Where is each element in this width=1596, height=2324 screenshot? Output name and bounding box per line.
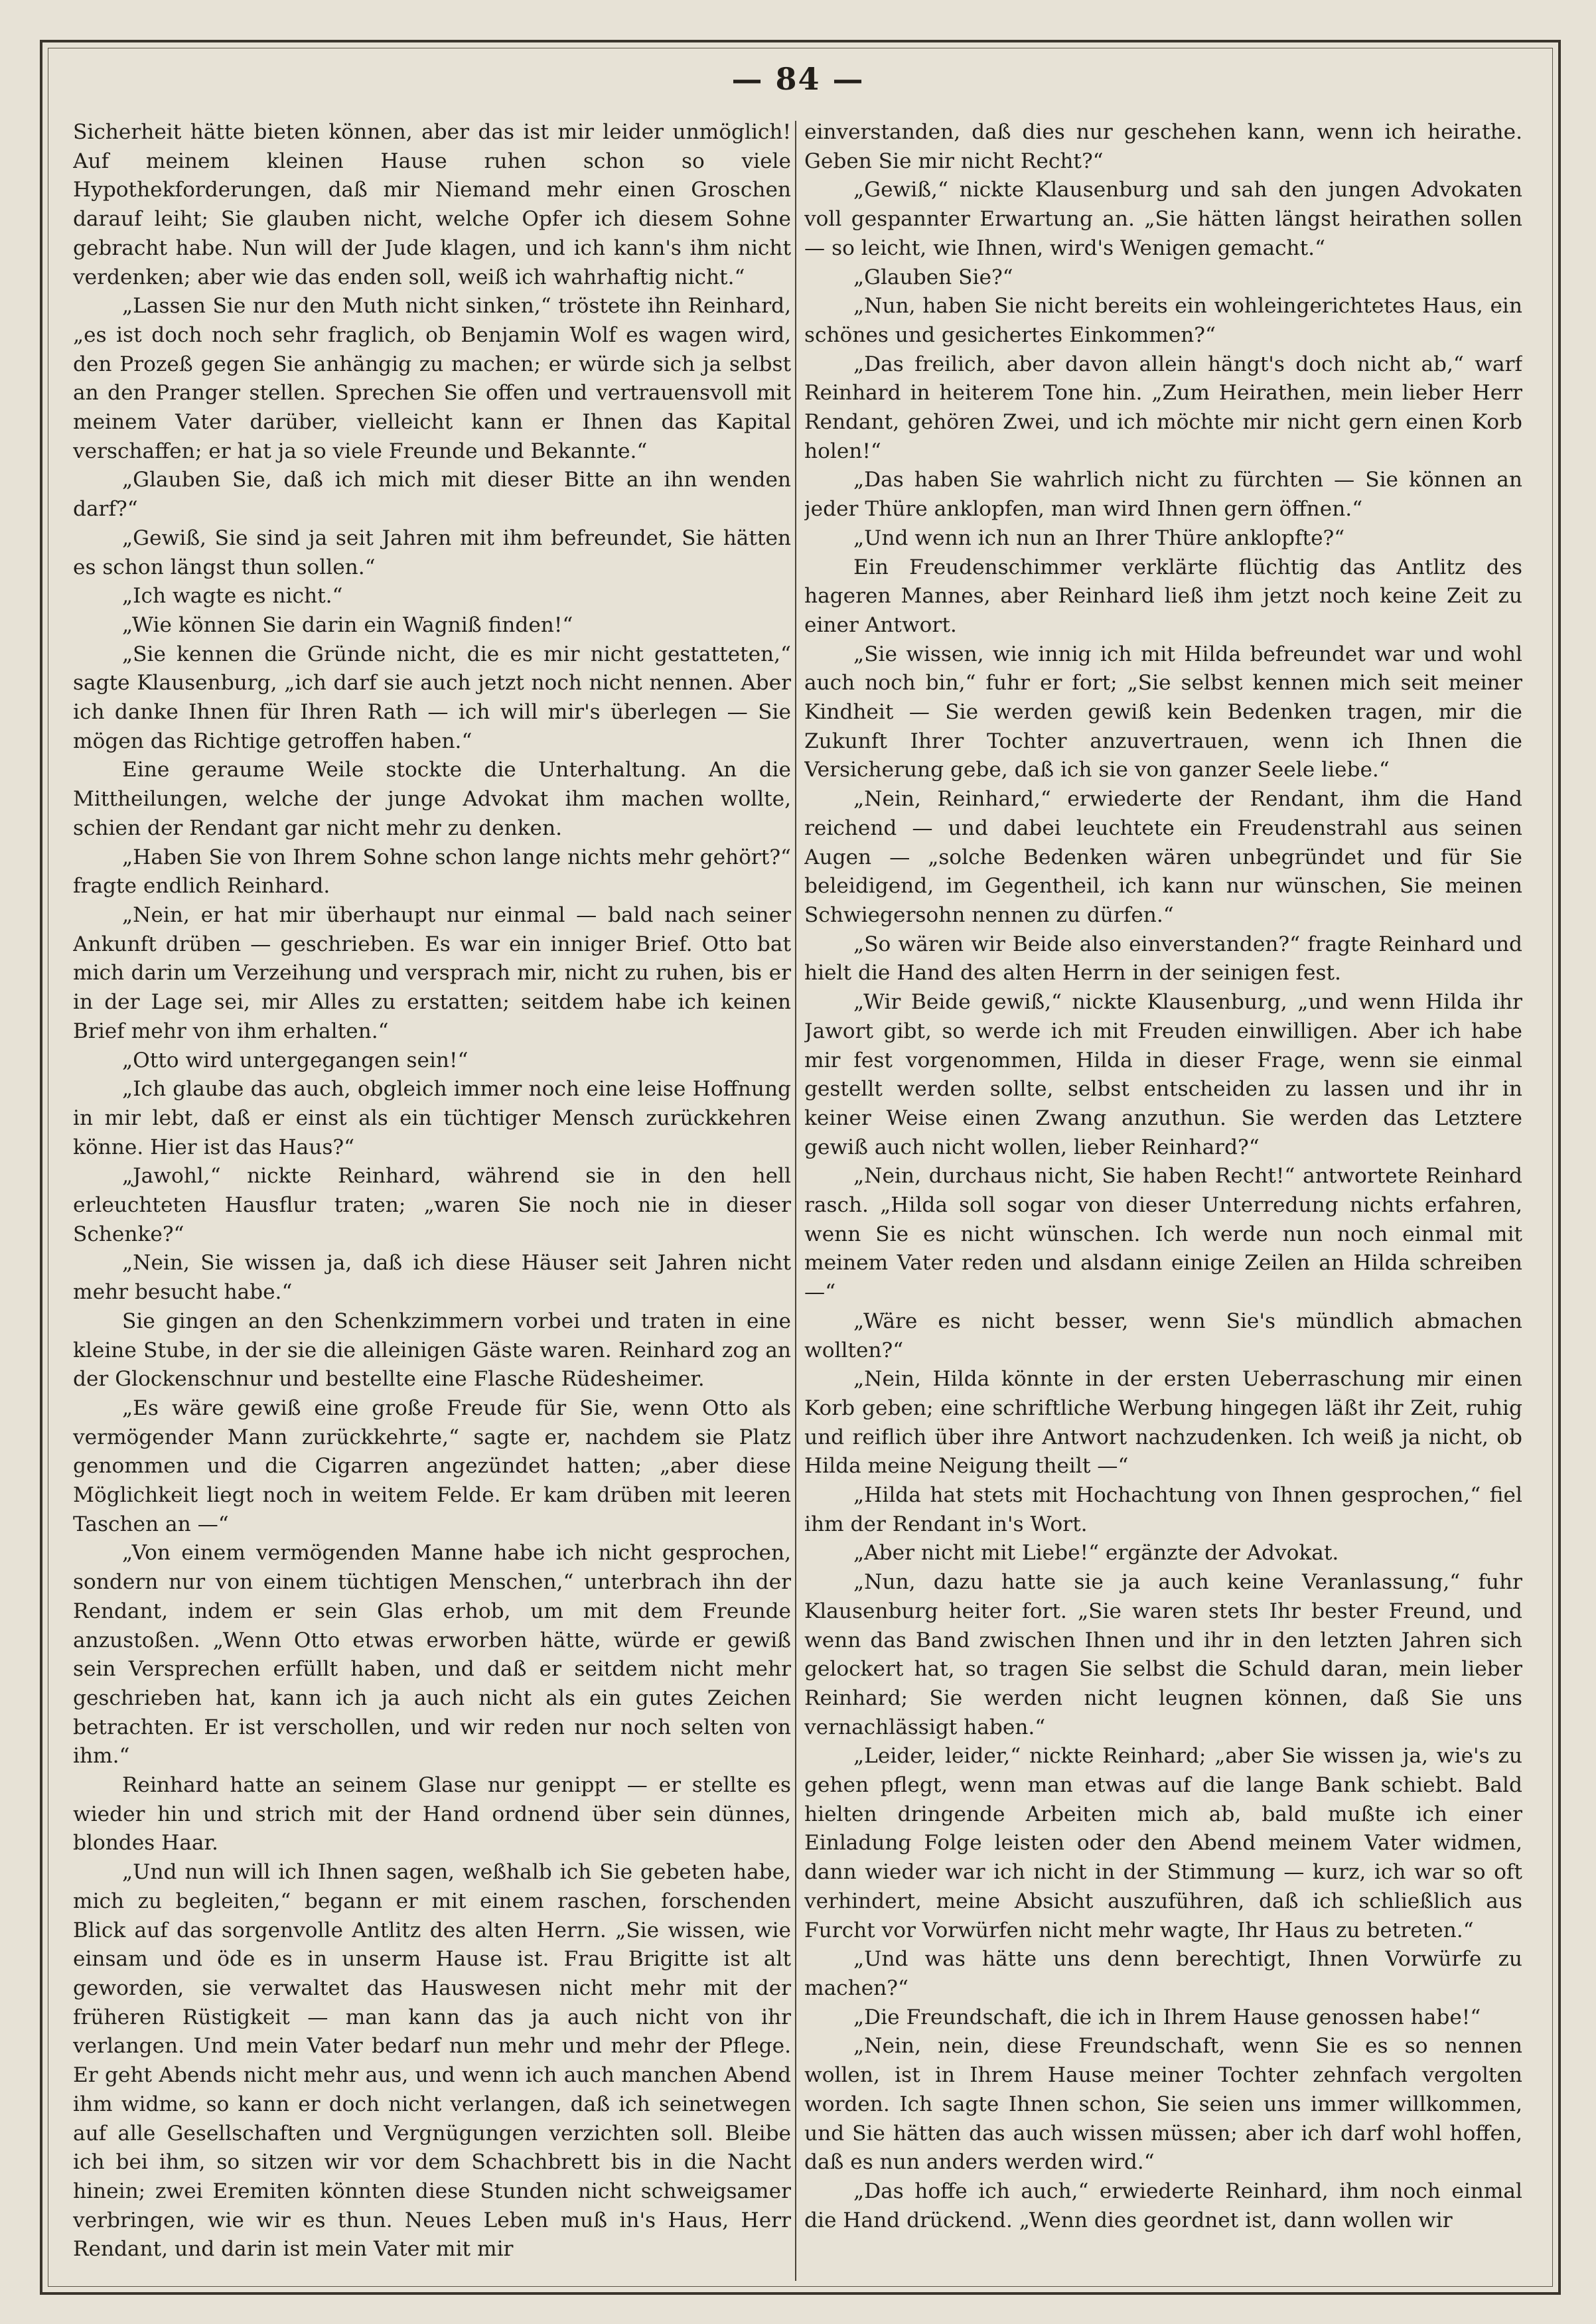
paragraph: „Wie können Sie darin ein Wagniß finden!“ <box>122 613 573 637</box>
column-divider <box>795 121 796 2281</box>
paragraph: „Das hoffe ich auch,“ erwiederte Reinhard, ihm noch einmal die Hand drückend. „Wenn dies geordnet ist, dann wollen wir <box>804 2179 1522 2232</box>
page-number: — 84 — <box>731 61 865 97</box>
paragraph: „Gewiß,“ nickte Klausenburg und sah den jungen Advokaten voll gespannter Erwartung an. „Sie hätten längst heirathen sollen — so leicht, wie Ihnen, wird's Wenigen gemacht.“ <box>804 178 1522 260</box>
paragraph: „Ich glaube das auch, obgleich immer noch eine leise Hoffnung in mir lebt, daß er einst als ein tüchtiger Mensch zurückkehren könne. Hier ist das Haus?“ <box>73 1077 791 1159</box>
paragraph: „Hilda hat stets mit Hochachtung von Ihnen gesprochen,“ fiel ihm der Rendant in's Wort. <box>804 1483 1522 1536</box>
paragraph: „Das freilich, aber davon allein hängt's doch nicht ab,“ warf Reinhard in heiterem Tone hin. „Zum Heirathen, mein lieber Herr Rendant, gehören Zwei, und ich möchte mir nicht gern einen Korb holen!“ <box>804 352 1522 463</box>
paragraph: Sie gingen an den Schenkzimmern vorbei und traten in eine kleine Stube, in der sie die alleinigen Gäste waren. Reinhard zog an der Glockenschnur und bestellte eine Flasche Rüdesheimer. <box>73 1309 791 1392</box>
paragraph: „Die Freundschaft, die ich in Ihrem Hause genossen habe!“ <box>853 2005 1481 2029</box>
paragraph: „Und nun will ich Ihnen sagen, weßhalb ich Sie gebeten habe, mich zu begleiten,“ begann er mit einem raschen, forschenden Blick auf das sorgenvolle Antlitz des alten Herrn. „Sie wissen, wie einsam und öde es in unserm Hause ist. Frau Brigitte ist alt geworden, sie verwaltet das Hauswesen nicht mehr mit der früheren Rüstigkeit — man kann das ja auch nicht von ihr verlangen. Und mein Vater bedarf nun mehr und mehr der Pflege. Er geht Abends nicht mehr aus, und wenn ich auch manchen Abend ihm widme, so kann er doch nicht verlangen, daß ich seinetwegen auf alle Gesellschaften und Vergnügungen verzichten soll. Bleibe ich bei ihm, so sitzen wir vor dem Schachbrett bis in die Nacht hinein; zwei Eremiten könnten diese Stunden nicht schweigsamer verbringen, wie wir es thun. Neues Leben muß in's Haus, Herr Rendant, und darin ist mein Vater mit mir <box>73 1860 791 2262</box>
paragraph: „Glauben Sie?“ <box>853 265 1013 289</box>
paragraph: „Leider, leider,“ nickte Reinhard; „aber Sie wissen ja, wie's zu gehen pflegt, wenn man etwas auf die lange Bank schiebt. Bald hielten dringende Arbeiten mich ab, bald mußte ich einer Einladung Folge leisten oder den Abend meinem Vater widmen, dann wieder war ich nicht in der Stimmung — kurz, ich war so oft verhindert, meine Absicht auszuführen, daß ich schließlich aus Furcht vor Vorwürfen nicht mehr wagte, Ihr Haus zu betreten.“ <box>804 1744 1522 1942</box>
paragraph: Reinhard hatte an seinem Glase nur genippt — er stellte es wieder hin und strich mit der Hand ordnend über sein dünnes, blondes Haar. <box>73 1773 791 1855</box>
paragraph: „Wir Beide gewiß,“ nickte Klausenburg, „und wenn Hilda ihr Jawort gibt, so werde ich mit Freuden einwilligen. Aber ich habe mir fest vorgenommen, Hilda in dieser Frage, wenn sie einmal gestellt werden sollte, selbst entscheiden zu lassen und ihr in keiner Weise einen Zwang anzuthun. Sie werden das Letztere gewiß auch nicht wollen, lieber Reinhard?“ <box>804 990 1522 1159</box>
left-column <box>73 118 791 2282</box>
paragraph: einverstanden, daß dies nur geschehen kann, wenn ich heirathe. Geben Sie mir nicht Recht?“ <box>804 120 1522 173</box>
paragraph: „Von einem vermögenden Manne habe ich nicht gesprochen, sondern nur von einem tüchtigen Menschen,“ unterbrach ihn der Rendant, indem er sein Glas erhob, um mit dem Freunde anzustoßen. „Wenn Otto etwas erworben hätte, würde er gewiß sein Versprechen erfüllt haben, und daß er seitdem nicht mehr geschrieben hat, kann ich ja auch nicht als ein gutes Zeichen betrachten. Er ist verschollen, und wir reden nur noch selten von ihm.“ <box>73 1541 791 1769</box>
paragraph: Ein Freudenschimmer verklärte flüchtig das Antlitz des hageren Mannes, aber Reinhard ließ ihm jetzt noch keine Zeit zu einer Antwort. <box>804 555 1522 637</box>
paragraph: „Es wäre gewiß eine große Freude für Sie, wenn Otto als vermögender Mann zurückkehrte,“ sagte er, nachdem sie Platz genommen und die Cigarren angezündet hatten; „aber diese Möglichkeit liegt noch in weitem Felde. Er kam drüben mit leeren Taschen an —“ <box>73 1396 791 1536</box>
paragraph: „Nein, er hat mir überhaupt nur einmal — bald nach seiner Ankunft drüben — geschrieben. Es war ein inniger Brief. Otto bat mich darin um Verzeihung und versprach mir, nicht zu ruhen, bis er in der Lage sei, mir Alles zu erstatten; seitdem habe ich keinen Brief mehr von ihm erhalten.“ <box>73 903 791 1043</box>
paragraph: „Und wenn ich nun an Ihrer Thüre anklopfte?“ <box>853 526 1345 550</box>
paragraph: „Lassen Sie nur den Muth nicht sinken,“ tröstete ihn Reinhard, „es ist doch noch sehr fraglich, ob Benjamin Wolf es wagen wird, den Prozeß gegen Sie anhängig zu machen; er würde sich ja selbst an den Pranger stellen. Sprechen Sie offen und vertrauensvoll mit meinem Vater darüber, vielleicht kann er Ihnen das Kapital verschaffen; er hat ja so viele Freunde und Bekannte.“ <box>73 294 791 463</box>
paragraph: „Nein, Sie wissen ja, daß ich diese Häuser seit Jahren nicht mehr besucht habe.“ <box>73 1251 791 1305</box>
paragraph: „Otto wird untergegangen sein!“ <box>122 1048 469 1072</box>
paragraph: „Nein, nein, diese Freundschaft, wenn Sie es so nennen wollen, ist in Ihrem Hause meiner Tochter zehnfach vergolten worden. Ich sagte Ihnen schon, Sie seien uns immer willkommen, und Sie hätten das auch wissen müssen; aber ich darf wohl hoffen, daß es nun anders werden wird.“ <box>804 2034 1522 2175</box>
paragraph: Sicherheit hätte bieten können, aber das ist mir leider unmöglich! Auf meinem kleinen Hause ruhen schon so viele Hypothekforderungen, daß mir Niemand mehr einen Groschen darauf leiht; Sie glauben nicht, welche Opfer ich diesem Sohne gebracht habe. Nun will der Jude klagen, und ich kann's ihm nicht verdenken; aber wie das enden soll, weiß ich wahrhaftig nicht.“ <box>73 120 791 289</box>
paragraph: „Aber nicht mit Liebe!“ ergänzte der Advokat. <box>853 1541 1339 1565</box>
paragraph: „Nein, Hilda könnte in der ersten Ueberraschung mir einen Korb geben; eine schriftliche Werbung hingegen läßt ihr Zeit, ruhig und reiflich über ihre Antwort nachzudenken. Ich weiß ja nicht, ob Hilda meine Neigung theilt —“ <box>804 1367 1522 1479</box>
right-column <box>804 118 1522 2282</box>
paragraph: „Ich wagte es nicht.“ <box>122 584 343 609</box>
paragraph: „Und was hätte uns denn berechtigt, Ihnen Vorwürfe zu machen?“ <box>804 1947 1522 2000</box>
paragraph: „Nein, durchaus nicht, Sie haben Recht!“ antwortete Reinhard rasch. „Hilda soll sogar von dieser Unterredung nichts erfahren, wenn Sie es nicht wünschen. Ich werde nun noch einmal mit meinem Vater reden und alsdann einige Zeilen an Hilda schreiben —“ <box>804 1164 1522 1305</box>
paragraph: „Nun, haben Sie nicht bereits ein wohleingerichtetes Haus, ein schönes und gesichertes Einkommen?“ <box>804 294 1522 347</box>
paragraph: „Gewiß, Sie sind ja seit Jahren mit ihm befreundet, Sie hätten es schon längst thun sollen.“ <box>73 526 791 579</box>
paragraph: „So wären wir Beide also einverstanden?“ fragte Reinhard und hielt die Hand des alten Herrn in der seinigen fest. <box>804 932 1522 985</box>
paragraph: „Sie wissen, wie innig ich mit Hilda befreundet war und wohl auch noch bin,“ fuhr er fort; „Sie selbst kennen mich seit meiner Kindheit — Sie werden gewiß kein Bedenken tragen, mir die Zukunft Ihrer Tochter anzuvertrauen, wenn ich Ihnen die Versicherung gebe, daß ich sie von ganzer Seele liebe.“ <box>804 642 1522 782</box>
paragraph: „Nein, Reinhard,“ erwiederte der Rendant, ihm die Hand reichend — und dabei leuchtete ein Freudenstrahl aus seinen Augen — „solche Bedenken wären unbegründet und für Sie beleidigend, im Gegentheil, ich kann nur wünschen, Sie meinen Schwiegersohn nennen zu dürfen.“ <box>804 787 1522 927</box>
paragraph: Eine geraume Weile stockte die Unterhaltung. An die Mittheilungen, welche der junge Advokat ihm machen wollte, schien der Rendant gar nicht mehr zu denken. <box>73 758 791 840</box>
paragraph: „Glauben Sie, daß ich mich mit dieser Bitte an ihn wenden darf?“ <box>73 468 791 522</box>
paragraph: „Nun, dazu hatte sie ja auch keine Veranlassung,“ fuhr Klausenburg heiter fort. „Sie waren stets Ihr bester Freund, und wenn das Band zwischen Ihnen und ihr in den letzten Jahren sich gelockert hat, so tragen Sie selbst die Schuld daran, mein lieber Reinhard; Sie werden nicht leugnen können, daß Sie uns vernachlässigt haben.“ <box>804 1570 1522 1739</box>
paragraph: „Wäre es nicht besser, wenn Sie's mündlich abmachen wollten?“ <box>804 1309 1522 1362</box>
paragraph: „Jawohl,“ nickte Reinhard, während sie in den hell erleuchteten Hausflur traten; „waren Sie noch nie in dieser Schenke?“ <box>73 1164 791 1246</box>
paragraph: „Das haben Sie wahrlich nicht zu fürchten — Sie können an jeder Thüre anklopfen, man wird Ihnen gern öffnen.“ <box>804 468 1522 522</box>
paragraph: „Sie kennen die Gründe nicht, die es mir nicht gestatteten,“ sagte Klausenburg, „ich darf sie auch jetzt noch nicht nennen. Aber ich danke Ihnen für Ihren Rath — ich will mir's überlegen — Sie mögen das Richtige getroffen haben.“ <box>73 642 791 753</box>
paragraph: „Haben Sie von Ihrem Sohne schon lange nichts mehr gehört?“ fragte endlich Reinhard. <box>73 845 791 899</box>
